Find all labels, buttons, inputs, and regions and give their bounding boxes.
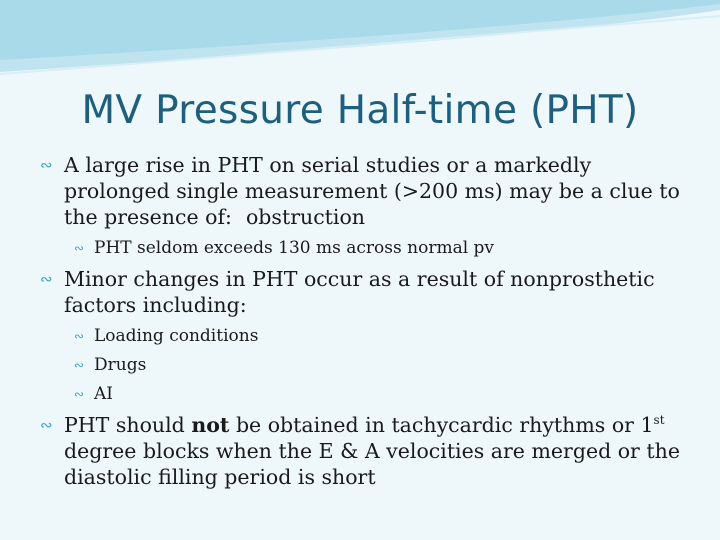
sub-bullet-item xyxy=(40,353,690,377)
wave-bullet-icon: ∾ xyxy=(40,156,53,174)
sub-bullet-text: Loading conditions xyxy=(94,326,259,346)
bullet-text-post: degree blocks when the E & A velocities are merged or the diastolic filling period is short xyxy=(64,439,680,489)
sub-bullet-text: Drugs xyxy=(94,355,147,375)
bullet-text: A large rise in PHT on serial studies or a markedly prolonged single measurement (>200 ms) may be a clue to the presence of: xyxy=(64,153,680,229)
wave-bullet-icon: ∾ xyxy=(74,329,85,343)
wave-bullet-icon: ∾ xyxy=(74,241,85,255)
wave-bullet-icon: ∾ xyxy=(74,387,85,401)
bullet-text: Minor changes in PHT occur as a result of nonprosthetic factors including: xyxy=(64,267,655,317)
header-wave-decoration xyxy=(0,0,720,90)
wave-bullet-icon: ∾ xyxy=(40,270,53,288)
bullet-item xyxy=(40,266,690,318)
slide-content xyxy=(40,152,690,496)
bullet-text-emphasis: not xyxy=(191,413,230,437)
bullet-item xyxy=(40,412,690,490)
sub-bullet-item xyxy=(40,324,690,348)
sub-bullet-text: AI xyxy=(94,384,113,404)
sub-bullet-text: PHT seldom exceeds 130 ms across normal pv xyxy=(94,238,495,258)
slide-title: MV Pressure Half-time (PHT) xyxy=(81,88,639,133)
wave-bullet-icon: ∾ xyxy=(74,358,85,372)
wave-bullet-icon: ∾ xyxy=(40,416,53,434)
bullet-text-tail: obstruction xyxy=(245,205,366,229)
sub-bullet-item xyxy=(40,236,690,260)
bullet-text-pre: PHT should xyxy=(64,413,185,437)
bullet-text-mid: be obtained in tachycardic rhythms or 1 xyxy=(235,413,654,437)
bullet-item xyxy=(40,152,690,230)
ordinal-suffix: st xyxy=(653,413,665,427)
sub-bullet-item xyxy=(40,382,690,406)
